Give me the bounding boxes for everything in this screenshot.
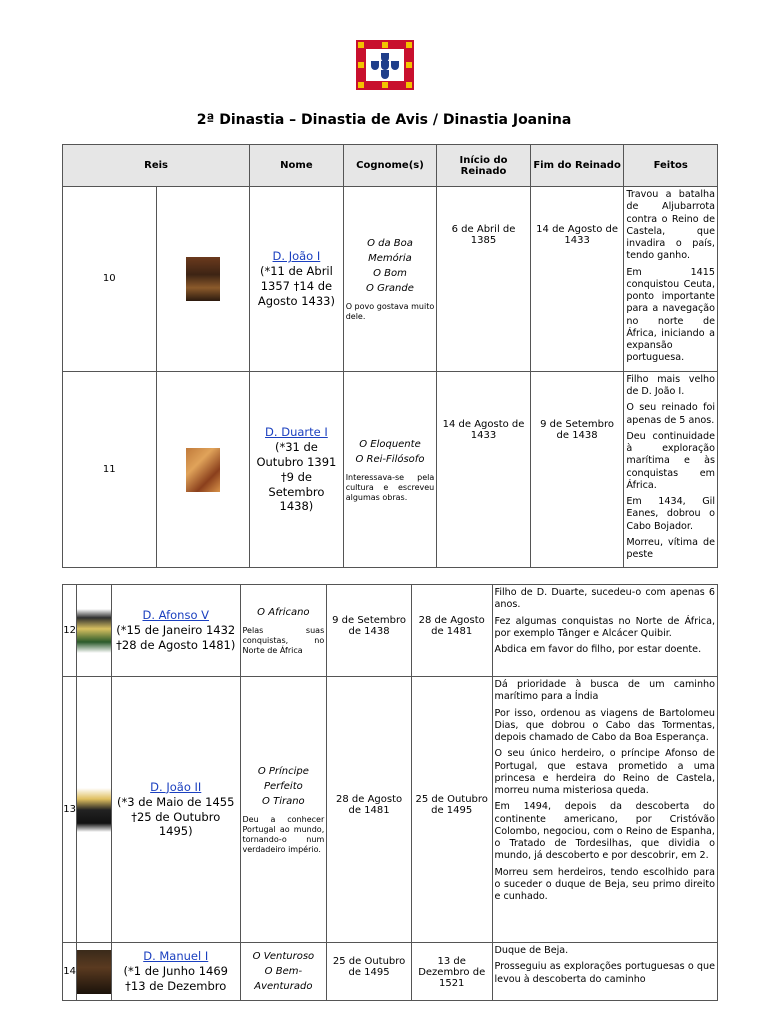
king-number: 10 (63, 187, 157, 372)
header-reis: Reis (63, 145, 250, 187)
feito-paragraph: Duque de Beja. (494, 945, 569, 956)
cognomes-cell (240, 677, 327, 943)
king-portrait (77, 943, 112, 1001)
feitos-cell (624, 187, 718, 372)
king-portrait (156, 187, 250, 372)
header-inicio: Início do Reinado (437, 145, 531, 187)
king-name-cell (111, 943, 240, 1001)
cognome: O Tirano (262, 796, 305, 807)
king-name-link[interactable]: D. Afonso V (142, 608, 210, 623)
cognome: O da Boa Memória (367, 237, 413, 264)
table-row (63, 371, 718, 568)
king-life-dates: (*11 de Abril 1357 †14 de Agosto 1433) (257, 263, 335, 308)
cognome: O Africano (257, 607, 310, 618)
feito-paragraph: Filho mais velho de D. João I. (626, 373, 715, 397)
king-life-dates: (*31 de Outubro 1391 †9 de Setembro 1438) (256, 439, 337, 514)
cognomes-cell (343, 187, 437, 372)
portuguese-royal-flag (356, 40, 414, 90)
cognome-note: O povo gostava muito dele. (345, 301, 435, 321)
king-name-link[interactable]: D. João I (272, 248, 321, 263)
inicio-reinado: 25 de Outubro de 1495 (327, 943, 412, 1001)
dynasty-table-part-2 (62, 584, 718, 1001)
feito-paragraph: Travou a batalha de Aljubarrota contra o Reino de Castela, que invadira o país, tendo ganho. (626, 189, 715, 262)
inicio-reinado: 6 de Abril de 1385 (437, 187, 531, 372)
king-number: 13 (63, 677, 77, 943)
cognome: O Venturoso (252, 951, 315, 962)
king-name-link[interactable]: D. Manuel I (143, 949, 209, 964)
table-row (63, 187, 718, 372)
king-name-cell (111, 585, 240, 677)
feito-paragraph: Filho de D. Duarte, sucedeu-o com apenas 6 anos. (494, 587, 715, 611)
king-portrait (156, 371, 250, 568)
cognome: O Eloquente (359, 438, 421, 450)
king-life-dates: (*3 de Maio de 1455 †25 de Outubro 1495) (117, 794, 235, 839)
feito-paragraph: Fez algumas conquistas no Norte de África, por exemplo Tânger e Alcácer Quibir. (494, 615, 715, 639)
cognome: O Grande (366, 282, 414, 294)
feitos-cell (624, 371, 718, 568)
feito-paragraph: Por isso, ordenou as viagens de Bartolomeu Dias, que dobrou o Cabo das Tormentas, depois chamado de Cabo da Boa Esperança. (494, 707, 715, 744)
header-nome: Nome (250, 145, 344, 187)
fim-reinado: 28 de Agosto de 1481 (411, 585, 492, 677)
inicio-reinado: 9 de Setembro de 1438 (327, 585, 412, 677)
feito-paragraph: Em 1434, Gil Eanes, dobrou o Cabo Bojador. (626, 496, 715, 532)
king-name-cell (250, 371, 344, 568)
cognome: O Príncipe Perfeito (257, 766, 309, 792)
cognome-note: Interessava-se pela cultura e escreveu algumas obras. (345, 472, 435, 502)
king-portrait (77, 585, 112, 677)
feitos-cell (492, 677, 718, 943)
feito-paragraph: O seu reinado foi apenas de 5 anos. (626, 402, 715, 426)
fim-reinado: 14 de Agosto de 1433 (530, 187, 624, 372)
feitos-cell (492, 585, 718, 677)
king-name-cell (111, 677, 240, 943)
header-feitos: Feitos (624, 145, 718, 187)
fim-reinado: 25 de Outubro de 1495 (411, 677, 492, 943)
header-cognomes: Cognome(s) (343, 145, 437, 187)
fim-reinado: 13 de Dezembro de 1521 (411, 943, 492, 1001)
feito-paragraph: Em 1494, depois da descoberta do continente americano, por Cristóvão Colombo, negociou, com o Reino de Espanha, o Tratado de Tordesilhas, que dividia o mundo, já descoberto e por descobrir, em 2. (494, 801, 715, 862)
header-fim: Fim do Reinado (530, 145, 624, 187)
fim-reinado: 9 de Setembro de 1438 (530, 371, 624, 568)
king-name-link[interactable]: D. João II (150, 779, 202, 794)
feito-paragraph: Em 1415 conquistou Ceuta, ponto importante para a navegação no norte de África, iniciando a expansão portuguesa. (626, 266, 715, 364)
feito-paragraph: Deu continuidade à exploração marítima e às conquistas em África. (626, 430, 715, 491)
inicio-reinado: 14 de Agosto de 1433 (437, 371, 531, 568)
king-life-dates: (*15 de Janeiro 1432 †28 de Agosto 1481) (116, 623, 236, 652)
feito-paragraph: Prosseguiu as explorações portuguesas o que levou à descoberta do caminho (494, 961, 715, 985)
feitos-cell (492, 943, 718, 1001)
cognomes-cell (240, 585, 327, 677)
feito-paragraph: Dá prioridade à busca de um caminho marítimo para a Índia (494, 679, 715, 703)
king-number: 11 (63, 371, 157, 568)
king-portrait (77, 677, 112, 943)
table-row (63, 585, 718, 677)
table-row (63, 943, 718, 1001)
king-number: 14 (63, 943, 77, 1001)
king-name-cell (250, 187, 344, 372)
cognome-note: Deu a conhecer Portugal ao mundo, tornando-o num verdadeiro império. (242, 815, 325, 854)
cognomes-cell (240, 943, 327, 1001)
dynasty-table-part-1 (62, 144, 718, 568)
feito-paragraph: O seu único herdeiro, o príncipe Afonso de Portugal, que estava prometido a uma princesa e herdeira do Reino de Castela, morreu numa misteriosa queda. (494, 748, 715, 797)
inicio-reinado: 28 de Agosto de 1481 (327, 677, 412, 943)
feito-paragraph: Abdica em favor do filho, por estar doente. (494, 644, 702, 656)
page-title: 2ª Dinastia – Dinastia de Avis / Dinastia Joanina (196, 112, 572, 128)
cognome: O Bom (373, 267, 407, 279)
table-row (63, 677, 718, 943)
king-name-link[interactable]: D. Duarte I (265, 424, 328, 439)
feito-paragraph: Morreu sem herdeiros, tendo escolhido para o suceder o duque de Beja, seu primo direito e cunhado. (494, 866, 715, 903)
feito-paragraph: Morreu, vítima de peste (626, 536, 715, 561)
king-life-dates: (*1 de Junho 1469 †13 de Dezembro (123, 964, 228, 993)
cognome: O Bem-Aventurado (254, 966, 313, 992)
king-number: 12 (63, 585, 77, 677)
cognome-note: Pelas suas conquistas, no Norte de África (242, 626, 325, 655)
cognome: O Rei-Filósofo (355, 453, 425, 465)
cognomes-cell (343, 371, 437, 568)
